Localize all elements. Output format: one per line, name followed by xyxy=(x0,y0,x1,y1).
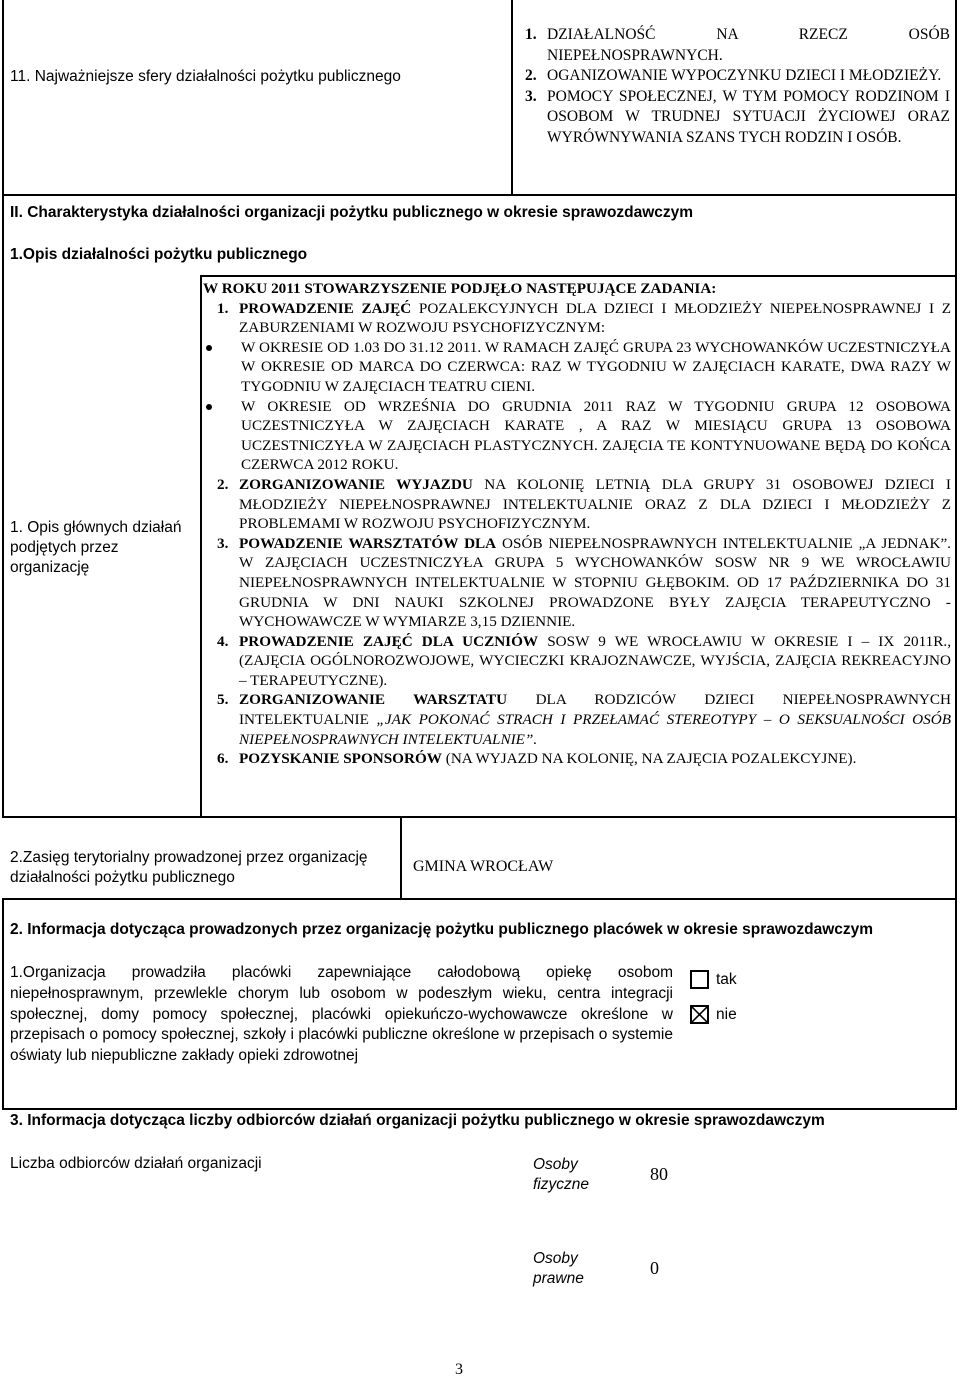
fizyczne-label: Osoby fizyczne xyxy=(533,1156,589,1193)
task-title: ZORGANIZOWANIE WARSZTATU xyxy=(239,691,508,709)
list-item-number: 1. xyxy=(217,299,229,317)
bullet-icon xyxy=(203,338,241,397)
placowki-bottom-line xyxy=(2,1108,957,1110)
task-title: PROWADZENIE ZAJĘĆ xyxy=(239,299,412,317)
list-item xyxy=(203,475,951,534)
frame-right-line xyxy=(955,0,957,1110)
section11-list xyxy=(525,25,950,148)
task-list xyxy=(203,279,951,769)
option-no-label: nie xyxy=(716,1006,737,1023)
frame-left-line xyxy=(2,0,4,817)
list-item-text xyxy=(239,475,951,534)
task-description: POZALEKCYJNYCH DLA DZIECI I MŁODZIEŻY NIEPEŁNOSPRAWNEJ I Z ZABURZENIAMI W ROZWOJU PSYCHOFIZYCZNYM: xyxy=(239,299,951,337)
list-item-number: 2. xyxy=(525,67,537,84)
zasieg-label: 2.Zasięg terytorialny prowadzonej przez organizację działalności pożytku publicznego xyxy=(10,849,368,886)
zasieg-bottom-line xyxy=(2,898,957,900)
list-item-text: DZIAŁALNOŚĆ NA RZECZ OSÓB NIEPEŁNOSPRAWNYCH. xyxy=(547,26,950,64)
list-item xyxy=(525,87,950,149)
bullet-icon xyxy=(203,397,241,475)
list-item xyxy=(203,397,951,475)
list-item xyxy=(203,338,951,397)
prawne-label: Osoby prawne xyxy=(533,1250,584,1287)
list-item xyxy=(203,749,951,769)
list-item-text: POMOCY SPOŁECZNEJ, W TYM POMOCY RODZINOM I OSOBOM W TRUDNEJ SYTUACJI ŻYCIOWEJ ORAZ WYRÓWNYWANIA SZANS TYCH RODZIN I OSÓB. xyxy=(547,87,950,146)
list-item-text xyxy=(239,632,951,691)
frame-mid-line-top xyxy=(511,0,513,195)
list-item-text xyxy=(239,299,951,338)
checkbox-no[interactable] xyxy=(690,1005,709,1024)
list-item xyxy=(203,632,951,691)
list-item-number: 3. xyxy=(217,534,229,552)
task-description: NA KOLONIĘ LETNIĄ DLA GRUPY 31 OSOBOWEJ DZIECI I MŁODZIEŻY NIEPEŁNOSPRAWNEJ INTELEKTUALNIE ORAZ Z DLA DZIECI I MŁODZIEŻY Z PROBLEMAMI W ROZWOJU PSYCHOFIZYCZNYM. xyxy=(239,475,951,533)
fizyczne-value: 80 xyxy=(650,1164,668,1184)
task-box-top-line xyxy=(200,275,957,277)
placowki-heading: 2. Informacja dotycząca prowadzonych przez organizację pożytku publicznego placówek w okresie sprawozdawczym xyxy=(10,921,874,938)
task-box-left-line xyxy=(200,275,202,818)
task-description: OSÓB NIEPEŁNOSPRAWNYCH INTELEKTUALNIE „A JEDNAK”. W ZAJĘCIACH UCZESTNICZYŁA GRUPA 5 WYCHOWANKÓW SOSW NR 9 WE WROCŁAWIU NIEPEŁNOSPRAWNYCH INTELEKTUALNIE W STOPNIU GŁĘBOKIM. OD 17 PAŹDZIERNIKA DO 31 GRUDNIA W DNI NAUKI SZKOLNEJ PROWADZONE BYŁY ZAJĘCIA TERAPEUTYCZNO - WYCHOWAWCZE W WYMIARZE 3,15 DZIENNIE. xyxy=(239,534,951,631)
list-item-text xyxy=(239,534,951,632)
list-item-text xyxy=(239,749,951,769)
opis-side-label: 1. Opis głównych działań podjętych przez organizację xyxy=(10,519,182,576)
task-workshop-title: „JAK POKONAĆ STRACH I PRZEŁAMAĆ STEREOTYPY – O SEKSUALNOŚCI OSÓB NIEPEŁNOSPRAWNYCH INTELEKTUALNIE”. xyxy=(239,711,951,748)
zasieg-divider-line xyxy=(400,818,402,900)
task-description: (NA WYJAZD NA KOLONIĘ, NA ZAJĘCIA POZALEKCYJNE). xyxy=(441,750,857,768)
list-item xyxy=(203,299,951,338)
opis-heading: 1.Opis działalności pożytku publicznego xyxy=(10,246,308,263)
bullet-text: W OKRESIE OD WRZEŚNIA DO GRUDNIA 2011 RAZ W TYGODNIU GRUPA 12 OSOBOWA UCZESTNICZYŁA W ZAJĘCIACH KARATE , A RAZ W MIESIĄCU GRUPA 13 OSOBOWA UCZESTNICZYŁA W ZAJĘCIACH PLASTYCZNYCH. ZAJĘCIA TE KONTYNUOWANE BĘDĄ DO KOŃCA CZERWCA 2012 ROKU. xyxy=(241,397,951,474)
frame-left-lower-line xyxy=(2,898,4,1110)
task-box-bottom-line xyxy=(2,816,957,818)
odbiorcy-heading: 3. Informacja dotycząca liczby odbiorców działań organizacji pożytku publicznego w okresie sprawozdawczym xyxy=(10,1112,825,1129)
placowki-question: 1.Organizacja prowadziła placówki zapewniające całodobową opiekę osobom niepełnosprawnym, przewlekle chorym lub osobom w podeszłym wieku, centra integracji społecznej, domy pomocy społecznej, placówki opiekuńczo-wychowawcze określone w przepisach o pomocy społecznej, szkoły i placówki publiczne określone w przepisach o systemie oświaty lub niepubliczne zakłady opieki zdrowotnej xyxy=(10,964,673,1065)
checkbox-yes[interactable] xyxy=(690,970,709,989)
list-item-number: 4. xyxy=(217,632,229,650)
task-description: SOSW 9 WE WROCŁAWIU W OKRESIE I – IX 2011R., (ZAJĘCIA OGÓLNOROZWOJOWE, WYCIECZKI KRAJOZNAWCZE, WYJŚCIA, ZAJĘCIA REKREACYJNO – TERAPEUTYCZNE). xyxy=(239,632,951,689)
list-item-number: 6. xyxy=(217,750,229,768)
zasieg-value: GMINA WROCŁAW xyxy=(413,858,554,875)
list-item-text xyxy=(239,690,951,749)
prawne-value: 0 xyxy=(650,1258,659,1278)
odbiorcy-label: Liczba odbiorców działań organizacji xyxy=(10,1155,262,1172)
task-title: PROWADZENIE ZAJĘĆ DLA UCZNIÓW xyxy=(239,632,539,650)
list-item-number: 1. xyxy=(525,26,537,43)
list-item-number: 2. xyxy=(217,475,229,493)
task-title: POWADZENIE WARSZTATÓW DLA xyxy=(239,534,497,552)
frame-line-under-section11 xyxy=(2,194,957,196)
section11-label: 11. Najważniejsze sfery działalności pożytku publicznego xyxy=(10,68,401,85)
section-ii-heading: II. Charakterystyka działalności organizacji pożytku publicznego w okresie sprawozdawczym xyxy=(10,204,694,221)
list-item-number: 3. xyxy=(525,87,537,105)
task-title: ZORGANIZOWANIE WYJAZDU xyxy=(239,475,473,493)
list-item xyxy=(203,534,951,632)
list-item-text: OGANIZOWANIE WYPOCZYNKU DZIECI I MŁODZIEŻY. xyxy=(547,67,942,84)
list-item xyxy=(525,25,950,66)
task-description: DLA RODZICÓW DZIECI NIEPEŁNOSPRAWNYCH INTELEKTUALNIE xyxy=(239,691,951,729)
option-yes-label: tak xyxy=(716,971,737,988)
list-item xyxy=(525,66,950,87)
check-x-icon xyxy=(692,1007,707,1022)
task-intro: W ROKU 2011 STOWARZYSZENIE PODJĘŁO NASTĘPUJĄCE ZADANIA: xyxy=(203,280,717,297)
task-title: POZYSKANIE SPONSORÓW xyxy=(239,750,442,768)
bullet-text: W OKRESIE OD 1.03 DO 31.12 2011. W RAMACH ZAJĘĆ GRUPA 23 WYCHOWANKÓW UCZESTNICZYŁA W OKRESIE OD MARCA DO CZERWCA: RAZ W TYGODNIU W ZAJĘCIACH KARATE, DWA RAZY W TYGODNIU W ZAJĘCIACH TEATRU CIENI. xyxy=(241,338,951,395)
page-number: 3 xyxy=(455,1361,463,1378)
list-item xyxy=(203,690,951,749)
list-item-number: 5. xyxy=(217,691,229,709)
